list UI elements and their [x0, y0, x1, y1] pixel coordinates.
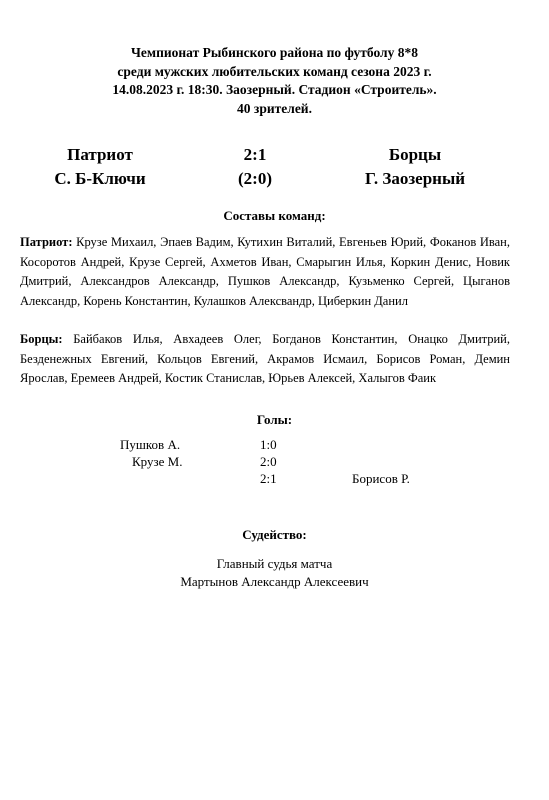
away-roster-label: Борцы:	[20, 332, 63, 346]
goal-score: 2:0	[260, 454, 277, 469]
goal-away-scorer: Борисов Р.	[352, 471, 410, 486]
away-roster-players: Байбаков Илья, Авхадеев Олег, Богданов Константин, Онацко Дмитрий, Безденежных Евгений, Кольцов Евгений, Акрамов Исмаил, Борисов Роман, Демин Ярослав, Еремеев Андрей, Костик Станислав, Юрьев Алексей, Халыгов Фаик	[20, 332, 510, 385]
home-roster	[20, 233, 510, 311]
championship-subtitle: среди мужских любительских команд сезона 2023 г.	[117, 63, 432, 79]
cities-row	[0, 167, 549, 191]
teams-row	[0, 143, 549, 167]
score-block	[0, 143, 549, 191]
goal-score: 2:1	[260, 471, 277, 486]
home-city: С. Б-Ключи	[54, 169, 146, 188]
away-team: Борцы	[388, 145, 442, 164]
goals-title: Голы:	[256, 412, 293, 427]
half-time-score: (2:0)	[238, 169, 272, 188]
goal-score: 1:0	[260, 437, 277, 452]
final-score: 2:1	[243, 145, 267, 164]
spectators-count: 40 зрителей.	[237, 100, 312, 116]
championship-title: Чемпионат Рыбинского района по футболу 8*8	[130, 45, 418, 60]
home-roster-label: Патриот:	[20, 235, 73, 249]
rosters-title: Составы команд:	[223, 208, 326, 223]
match-header	[60, 44, 489, 118]
referee-name: Мартынов Александр Алексеевич	[180, 574, 369, 589]
home-roster-players: Крузе Михаил, Эпаев Вадим, Кутихин Виталий, Евгеньев Юрий, Фоканов Иван, Косоротов Андрей, Крузе Сергей, Ахметов Иван, Смарыгин Илья, Коркин Денис, Новик Дмитрий, Александров Александр, Пушков Александр, Кузьменко Сергей, Цыганов Александр, Корень Константин, Кулашков Алексвандр, Циберкин Данил	[20, 235, 510, 308]
referee-title: Судейство:	[242, 527, 307, 542]
away-roster	[20, 330, 510, 389]
match-date-venue: 14.08.2023 г. 18:30. Заозерный. Стадион «Строитель».	[112, 82, 437, 97]
goal-home-scorer: Пушков А.	[120, 437, 181, 452]
home-team: Патриот	[67, 145, 133, 164]
away-city: Г. Заозерный	[364, 169, 466, 188]
referee-role: Главный судья матча	[216, 556, 333, 571]
goal-home-scorer: Крузе М.	[132, 454, 183, 469]
